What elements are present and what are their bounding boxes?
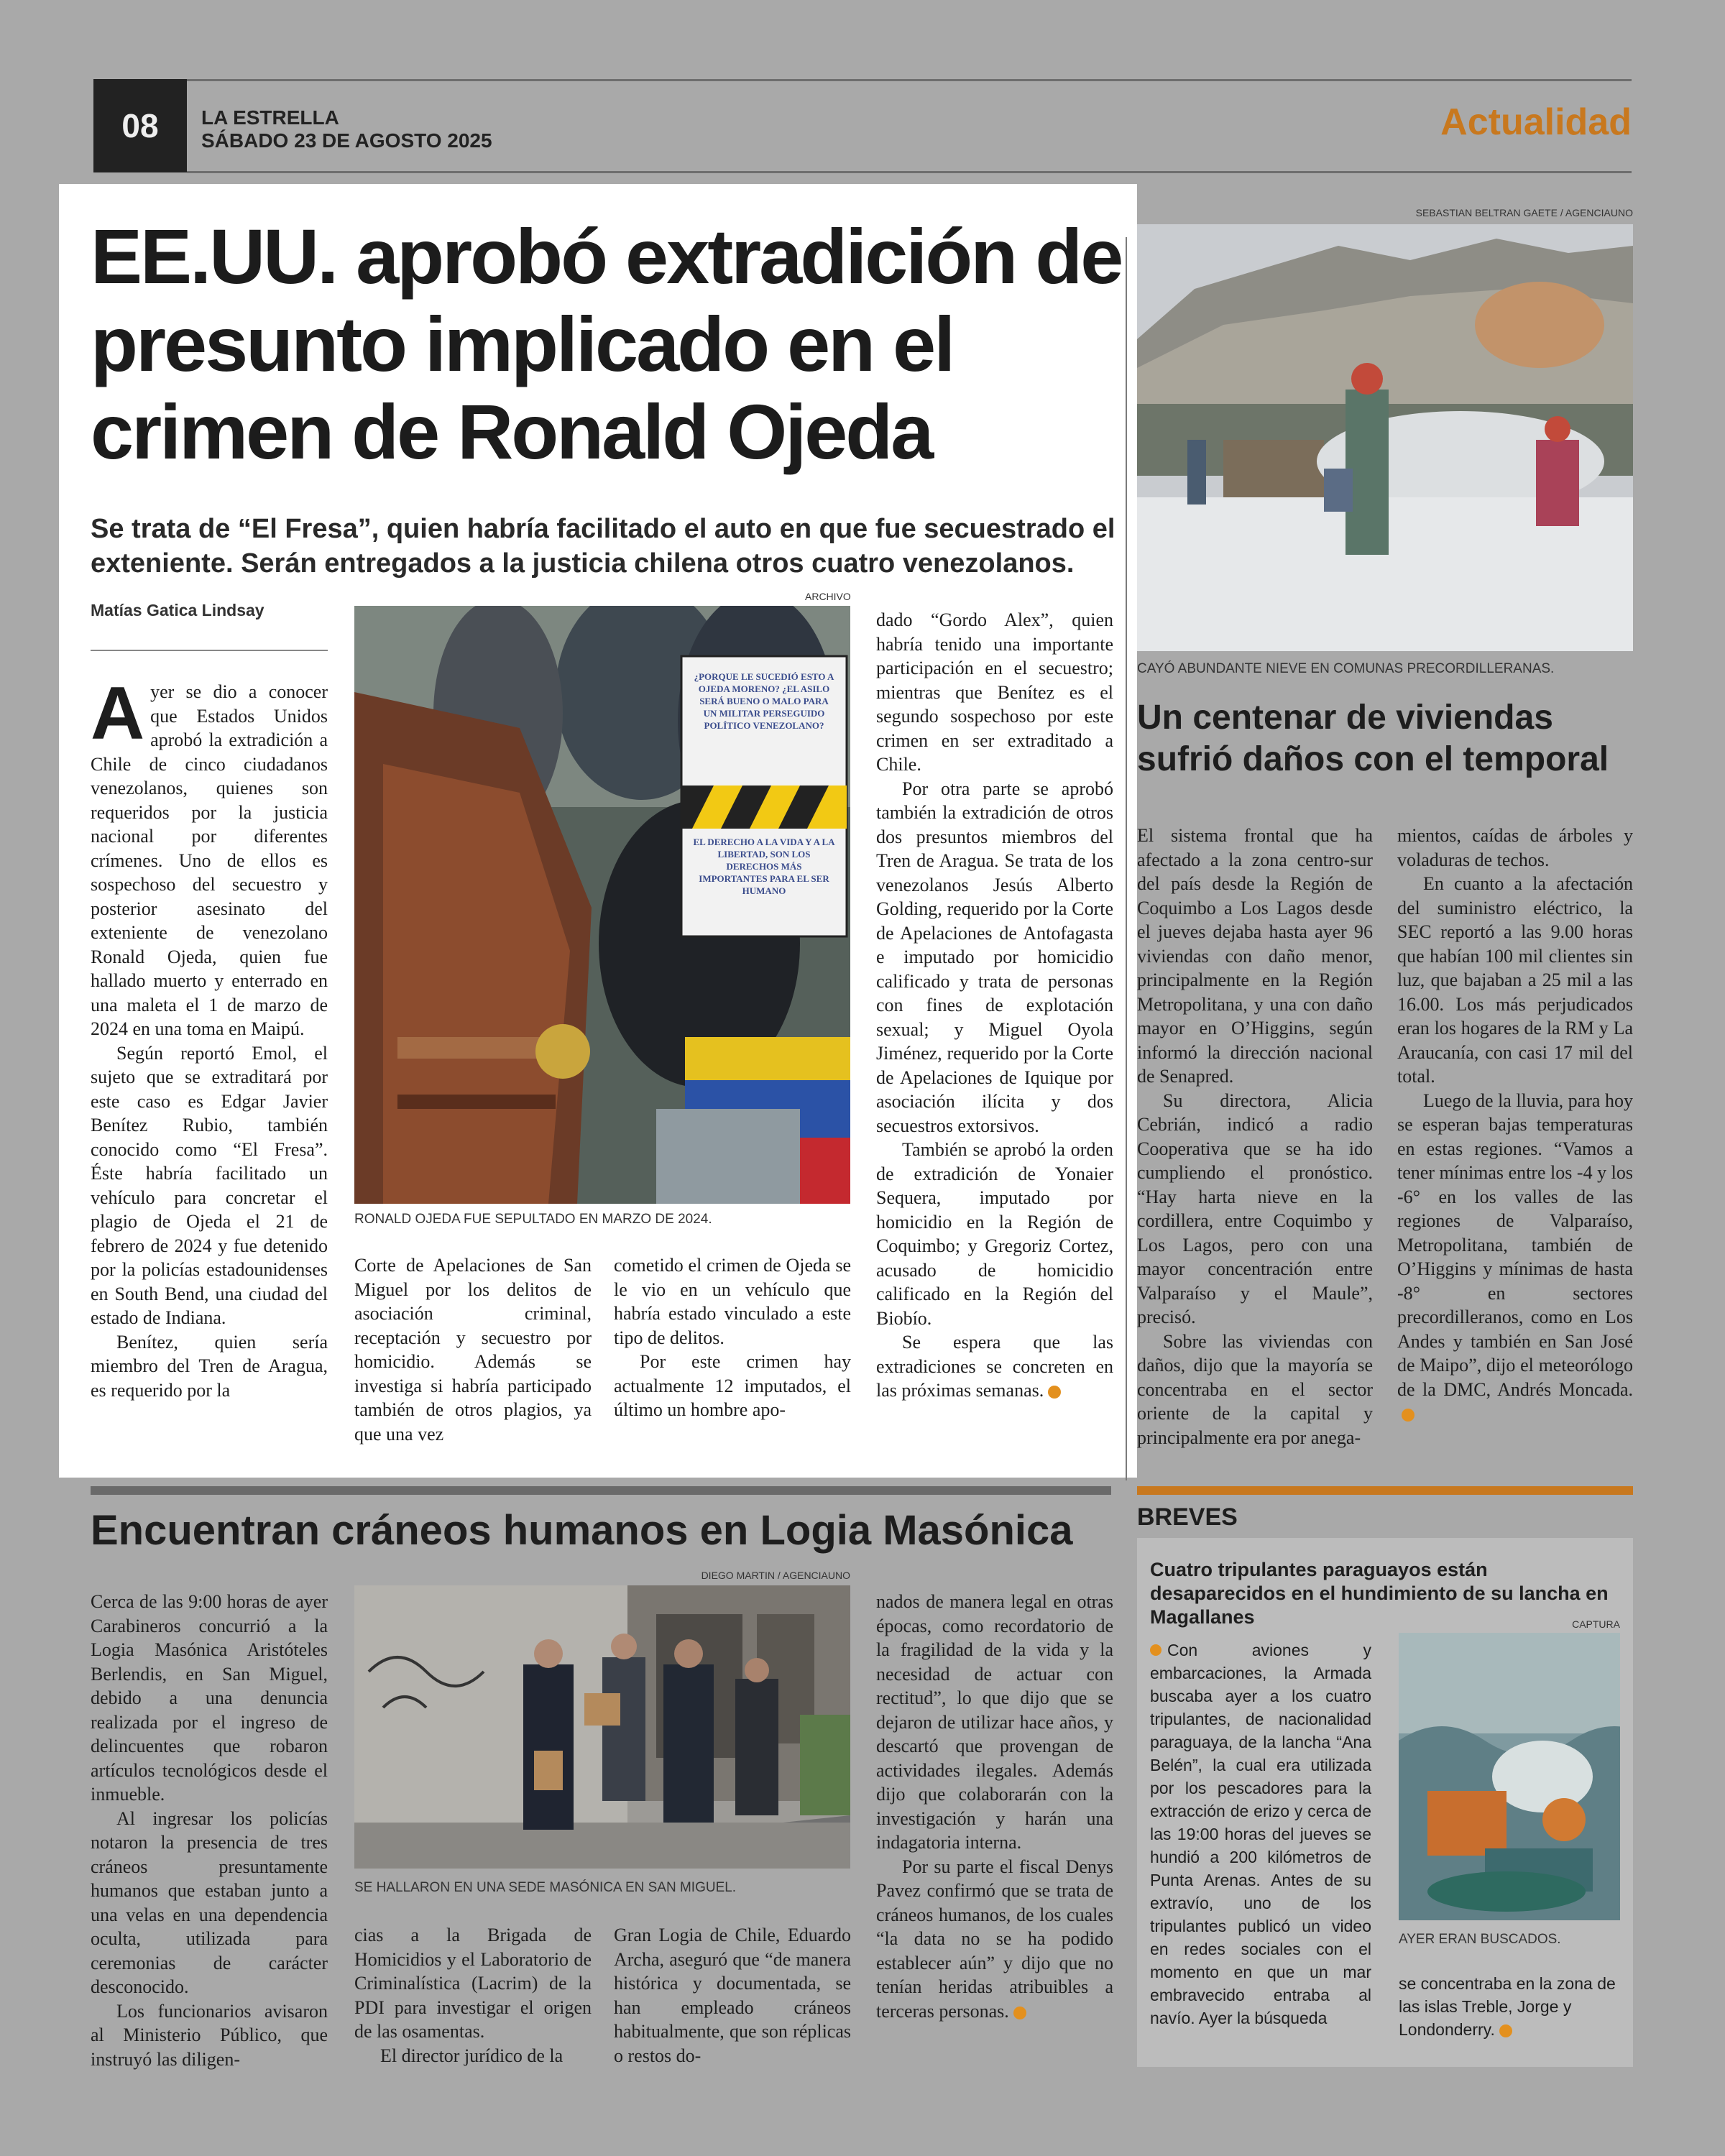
breves-photo-credit: CAPTURA xyxy=(1572,1618,1620,1630)
breves-text-end: se concentraba en la zona de las islas Treble, Jorge y Londonderry. xyxy=(1399,1974,1616,2039)
snow-headline: Un centenar de viviendas sufrió daños con el temporal xyxy=(1137,699,1609,778)
paper-name: LA ESTRELLA xyxy=(201,106,339,129)
skull-col2-paragraph-2: El director jurídico de la xyxy=(380,2045,564,2066)
boat-photo-illustration xyxy=(1399,1633,1620,1920)
section-title: Actualidad xyxy=(1440,101,1632,143)
skull-photo xyxy=(354,1585,850,1869)
skull-col1-paragraph-2: Al ingresar los policías notaron la presencia de tres cráneos presuntamente humanos que estaban junto a una velas en una dependencia oculta, utilizada para ceremonias de carácter desconocido. xyxy=(91,1807,328,1997)
protest-sign-top-text: ¿PORQUE LE SUCEDIÓ ESTO A OJEDA MORENO? ¿EL ASILO SERÁ BUENO O MALO PARA UN MILITAR PERSEGUIDO POLÍTICO VENEZOLANO? xyxy=(694,671,834,731)
main-column-3 xyxy=(614,1253,851,1462)
skull-headline: Encuentran cráneos humanos en Logia Masónica xyxy=(91,1507,1073,1554)
skull-column-2 xyxy=(354,1923,592,2081)
skull-column-1 xyxy=(91,1590,328,2078)
skull-col1-paragraph-3: Los funcionarios avisaron al Ministerio Público, que instruyó las diligen- xyxy=(91,2000,328,2070)
breves-bullet-icon xyxy=(1150,1644,1162,1656)
main-photo-credit: ARCHIVO xyxy=(805,591,851,602)
main-col1-paragraph-3: Benítez, quien sería miembro del Tren de Aragua, es requerido por la xyxy=(91,1331,328,1401)
main-col4-paragraph-4: Se espera que las extradiciones se concreten en las próximas semanas. xyxy=(876,1332,1113,1401)
protest-sign-bottom-text: EL DERECHO A LA VIDA Y A LA LIBERTAD, SON LOS DERECHOS MÁS IMPORTANTES PARA EL SER HUMANO xyxy=(693,837,835,896)
breves-label: BREVES xyxy=(1137,1503,1238,1531)
skull-col1-paragraph-1: Cerca de las 9:00 horas de ayer Carabineros concurrió a la Logia Masónica Aristóteles Berlendis, en San Miguel, debido a una denuncia realizada por el ingreso de delincuentes que robaron artículos tecnológicos desde el inmueble. xyxy=(91,1591,328,1805)
main-col1-paragraph-1: yer se dio a conocer que Estados Unidos aprobó la extradición a Chile de cinco ciudadanos venezolanos, quienes son requeridos por la justicia nacional por diferentes crímenes. Uno de ellos es sospechoso del secuestro y posterior asesinato del exteniente de venezolano Ronald Ojeda, quien fue hallado muerto y enterrado en una maleta el 1 de marzo de 2024 en una toma en Maipú. xyxy=(91,681,328,1039)
skull-col3-paragraph-1: Gran Logia de Chile, Eduardo Archa, aseguró que “de manera histórica y documentada, se han empleado cráneos habitualmente, que son réplicas o restos do- xyxy=(614,1925,851,2066)
main-column-4 xyxy=(876,608,1113,1456)
police-photo-illustration xyxy=(354,1585,850,1869)
breves-headline: Cuatro tripulantes paraguayos están desaparecidos en el hundimiento de su lancha en Magallanes xyxy=(1150,1559,1609,1628)
snow-col2-paragraph-1: mientos, caídas de árboles y voladuras de techos. xyxy=(1397,825,1633,870)
snow-photo xyxy=(1137,224,1633,651)
masthead-bottom-rule xyxy=(187,171,1632,173)
snow-photo-caption: CAYÓ ABUNDANTE NIEVE EN COMUNAS PRECORDILLERANAS. xyxy=(1137,661,1555,676)
skull-column-4 xyxy=(876,1590,1113,2078)
top-rule xyxy=(93,79,1632,81)
main-col1-paragraph-2: Según reportó Emol, el sujeto que se extraditará por este caso es Edgar Javier Benítez Rubio, también conocido como “El Fresa”. Éste habría facilitado un vehículo para concretar el plagio de Ojeda el 21 de febrero de 2024 y fue detenido por la policías estadounidenses en South Bend, una ciudad del estado de Indiana. xyxy=(91,1042,328,1328)
skull-photo-credit: DIEGO MARTIN / AGENCIAUNO xyxy=(701,1570,850,1581)
skull-end-icon xyxy=(1013,2007,1026,2019)
skull-col2-paragraph-1: cias a la Brigada de Homicidios y el Laboratorio de Criminalística (Lacrim) de la PDI para investigar el origen de las osamentas. xyxy=(354,1925,592,2042)
main-column-2 xyxy=(354,1253,592,1462)
drop-cap: A xyxy=(91,672,145,755)
main-col4-paragraph-2: Por otra parte se aprobó también la extradición de otros dos presuntos miembros del Tren de Aragua. Se trata de los venezolanos Jesús Alberto Golding, requerido por la Corte de Apelaciones de Antofagasta e imputado por homicidio calificado y trata de personas con fines de explotación sexual; y Miguel Oyola Jiménez, requerido por la Corte de Apelaciones de Iquique por asociación ilícita y dos secuestros extorsivos. xyxy=(876,778,1113,1136)
byline: Matías Gatica Lindsay xyxy=(91,601,264,619)
breves-column-2 xyxy=(1399,1972,1620,2058)
main-headline: EE.UU. aprobó extradición de presunto implicado en el crimen de Ronald Ojeda xyxy=(91,213,1122,475)
snow-column-1 xyxy=(1137,824,1373,1456)
main-column-1 xyxy=(91,672,328,1456)
skull-photo-caption: SE HALLARON EN UNA SEDE MASÓNICA EN SAN MIGUEL. xyxy=(354,1880,737,1895)
snow-col2-paragraph-3: Luego de la lluvia, para hoy se esperan bajas temperaturas en estas regiones. “Vamos a tener mínimas entre los -4 y los -6° en los valles de las regiones de Valparaíso, Metropolitana, también de O’Higgins y mínimas de hasta -8° en sectores precordilleranos, como en Los Andes y también en San José de Maipo”, dijo el meteorólogo de la DMC, Andrés Moncada. xyxy=(1397,1089,1633,1400)
main-col3-paragraph-1: cometido el crimen de Ojeda se le vio en un vehículo que habría estado vinculado a este tipo de delitos. xyxy=(614,1255,851,1348)
breves-text: Con aviones y embarcaciones, la Armada buscaba ayer a los cuatro tripulantes, de nacionalidad paraguaya, de la lancha “Ana Belén”, la cual era utilizada por los pescadores para la extracción de erizo y cerca de las 19:00 horas del jueves se hundió a 200 kilómetros de Punta Arenas. Antes de su extravío, uno de los tripulantes publicó un video en redes sociales con el momento en que un mar embravecido entraba al navío. Ayer la búsqueda xyxy=(1150,1641,1371,2027)
breves-photo-caption: AYER ERAN BUSCADOS. xyxy=(1399,1932,1561,1947)
main-col4-paragraph-3: También se aprobó la orden de extradición de Yonaier Sequera, imputado por homicidio en la Región de Coquimbo; y Gregoriz Cortez, acusado de homicidio calificado en la Región del Biobío. xyxy=(876,1139,1113,1329)
main-photo-caption: RONALD OJEDA FUE SEPULTADO EN MARZO DE 2024. xyxy=(354,1212,712,1227)
snow-end-icon xyxy=(1402,1409,1414,1422)
page-number: 08 xyxy=(93,79,187,172)
main-col3-paragraph-2: Por este crimen hay actualmente 12 imputados, el último un hombre apo- xyxy=(614,1351,851,1420)
funeral-photo-illustration xyxy=(354,606,850,1204)
snow-col1-paragraph-1: El sistema frontal que ha afectado a la zona centro-sur del país desde la Región de Coquimbo a Los Lagos desde el jueves dejaba hasta ayer 96 viviendas con daño menor, principalmente en la Región Metropolitana, y una con daño mayor en O’Higgins, según informó la dirección nacional de Senapred. xyxy=(1137,825,1373,1087)
main-col2-paragraph-1: Corte de Apelaciones de San Miguel por los delitos de asociación criminal, receptación y secuestro por homicidio. Además se investiga si habría participado también de otros plagios, ya que una vez xyxy=(354,1255,592,1445)
issue-date: SÁBADO 23 DE AGOSTO 2025 xyxy=(201,129,492,152)
skull-col4-paragraph-1: nados de manera legal en otras épocas, como recordatorio de la fragilidad de la vida y la necesidad de actuar con rectitud”, lo que dijo que se dejaron de utilizar hace años, y descartó que provengan de actividades ilegales. Además dijo que colaborarán con la investigación y harán una indagatoria interna. xyxy=(876,1591,1113,1853)
breves-photo xyxy=(1399,1633,1620,1920)
snow-photo-illustration xyxy=(1137,224,1633,651)
snow-col1-paragraph-3: Sobre las viviendas con daños, dijo que la mayoría se concentraba en el sector oriente de la capital y principalmente era por anega- xyxy=(1137,1330,1373,1448)
byline-rule xyxy=(91,650,328,651)
snow-photo-credit: SEBASTIAN BELTRAN GAETE / AGENCIAUNO xyxy=(1415,207,1633,218)
column-divider xyxy=(1126,237,1127,1480)
skull-story-top-rule xyxy=(91,1486,1111,1495)
snow-column-2 xyxy=(1397,824,1633,1456)
breves-end-icon xyxy=(1499,2024,1512,2037)
main-photo xyxy=(354,606,850,1204)
skull-column-3 xyxy=(614,1923,851,2081)
end-of-story-icon xyxy=(1048,1386,1061,1399)
snow-col2-paragraph-2: En cuanto a la afectación del suministro eléctrico, la SEC reportó a las 9.00 horas que habían 100 mil clientes sin luz, que bajaban a 25 mil a las 16.00. Los más perjudicados eran los hogares de la RM y La Araucanía, con casi 17 mil del total. xyxy=(1397,873,1633,1087)
breves-column-1 xyxy=(1150,1639,1371,2055)
breves-top-rule xyxy=(1137,1486,1633,1495)
snow-col1-paragraph-2: Su directora, Alicia Cebrián, indicó a radio Cooperativa que se ha ido cumpliendo el pronóstico. “Hay harta nieve en la cordillera, entre Coquimbo y Los Lagos, pero con una mayor concentración entre Valparaíso y el Maule”, precisó. xyxy=(1137,1089,1373,1327)
skull-col4-paragraph-2: Por su parte el fiscal Denys Pavez confirmó que se trata de cráneos humanos, de los cuales “la data no se ha podido establecer aún” y dijo que no tenían heridas atribuibles a terceras personas. xyxy=(876,1856,1113,2022)
main-col4-paragraph-1: dado “Gordo Alex”, quien habría tenido una importante participación en el secuestro; mientras que Benítez es el segundo sospechoso por este crimen en ser extraditado a Chile. xyxy=(876,609,1113,775)
main-deck: Se trata de “El Fresa”, quien habría facilitado el auto en que fue secuestrado el exteniente. Serán entregados a la justicia chilena otros cuatro venezolanos. xyxy=(91,514,1116,579)
